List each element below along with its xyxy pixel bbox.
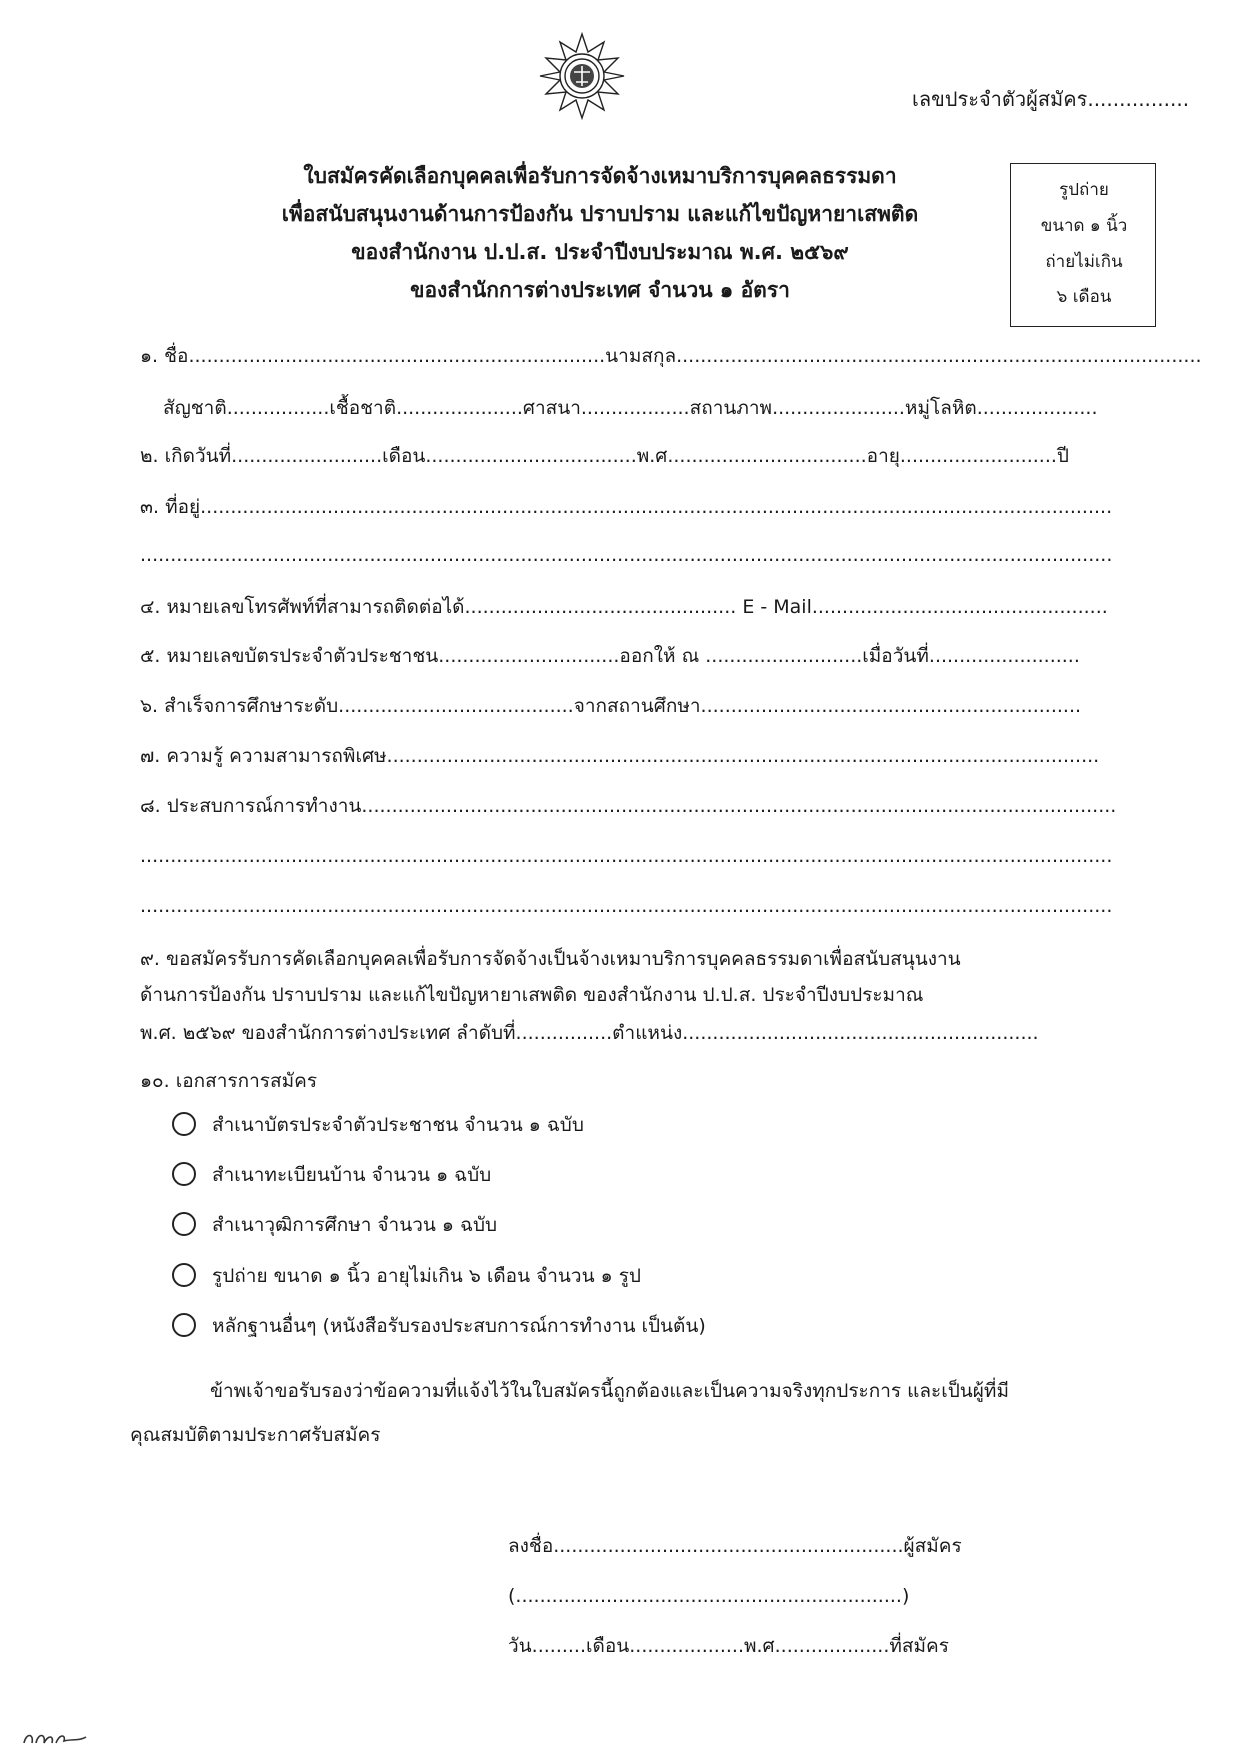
photo-box-line: รูปถ่าย xyxy=(1059,180,1109,200)
id-card-line[interactable]: ๕. หมายเลขบัตรประจำตัวประชาชน..............................ออกให้ ณ ..........................เมื่อวันที่......................... xyxy=(140,645,1080,667)
photo-box-line: ๖ เดือน xyxy=(1056,287,1112,307)
statement-line-2: ด้านการป้องกัน ปราบปราม และแก้ไขปัญหายาเสพติด ของสำนักงาน ป.ป.ส. ประจำปีงบประมาณ xyxy=(140,984,924,1006)
title-line-2: เพื่อสนับสนุนงานด้านการป้องกัน ปราบปราม และแก้ไขปัญหายาเสพติด xyxy=(281,202,919,226)
title-line-1: ใบสมัครคัดเลือกบุคคลเพื่อรับการจัดจ้างเหมาบริการบุคคลธรรมดา xyxy=(303,164,897,188)
work-experience-line[interactable]: ๘. ประสบการณ์การทำงาน............................................................................................................................. xyxy=(140,795,1117,817)
applicant-id: เลขประจำตัวผู้สมัคร................ xyxy=(912,87,1190,111)
document-item-4: รูปถ่าย ขนาด ๑ นิ้ว อายุไม่เกิน ๖ เดือน จำนวน ๑ รูป xyxy=(212,1265,641,1287)
document-checkbox-1[interactable] xyxy=(172,1112,196,1136)
certification-line-2: คุณสมบัติตามประกาศรับสมัคร xyxy=(130,1424,381,1446)
signature-line[interactable]: ลงชื่อ..........................................................ผู้สมัคร xyxy=(508,1535,962,1557)
document-item-2: สำเนาทะเบียนบ้าน จำนวน ๑ ฉบับ xyxy=(212,1164,492,1186)
birth-date-line[interactable]: ๒. เกิดวันที่.........................เดือน...................................พ.ศ.................................อายุ..........................ปี xyxy=(140,445,1069,467)
work-experience-line-2[interactable]: ................................................................................................................................................................. xyxy=(140,845,1113,867)
printed-name-line[interactable]: (................................................................) xyxy=(508,1585,910,1607)
document-item-3: สำเนาวุฒิการศึกษา จำนวน ๑ ฉบับ xyxy=(212,1214,498,1236)
handwritten-initials-icon xyxy=(20,1725,90,1751)
title-line-4: ของสำนักการต่างประเทศ จำนวน ๑ อัตรา xyxy=(410,278,790,302)
phone-email-line[interactable]: ๔. หมายเลขโทรศัพท์ที่สามารถติดต่อได้............................................. E - Mail................................................. xyxy=(140,596,1108,618)
document-checkbox-4[interactable] xyxy=(172,1263,196,1287)
certification-line-1: ข้าพเจ้าขอรับรองว่าข้อความที่แจ้งไว้ในใบสมัครนี้ถูกต้องและเป็นความจริงทุกประการ และเป็นผู้ที่มี xyxy=(210,1380,1009,1402)
statement-line-1: ๙. ขอสมัครรับการคัดเลือกบุคคลเพื่อรับการจัดจ้างเป็นจ้างเหมาบริการบุคคลธรรมดาเพื่อสนับสนุนงาน xyxy=(140,948,961,970)
work-experience-line-3[interactable]: ................................................................................................................................................................. xyxy=(140,895,1113,917)
application-date-line[interactable]: วัน.........เดือน...................พ.ศ...................ที่สมัคร xyxy=(508,1635,949,1657)
statement-line-3[interactable]: พ.ศ. ๒๕๖๙ ของสำนักการต่างประเทศ ลำดับที่................ตำแหน่ง........................................................... xyxy=(140,1022,1039,1044)
document-checkbox-2[interactable] xyxy=(172,1162,196,1186)
documents-heading: ๑๐. เอกสารการสมัคร xyxy=(140,1070,318,1092)
photo-box-line: ถ่ายไม่เกิน xyxy=(1045,252,1123,272)
nationality-line[interactable]: สัญชาติ.................เชื้อชาติ.....................ศาสนา..................สถานภาพ......................หมู่โลหิต.................... xyxy=(163,397,1098,419)
address-line[interactable]: ๓. ที่อยู่....................................................................................................................................................... xyxy=(140,496,1113,518)
title-line-3: ของสำนักงาน ป.ป.ส. ประจำปีงบประมาณ พ.ศ. ๒๕๖๙ xyxy=(351,240,849,264)
office-emblem-icon xyxy=(538,32,626,120)
photo-box xyxy=(1010,163,1156,327)
document-item-1: สำเนาบัตรประจำตัวประชาชน จำนวน ๑ ฉบับ xyxy=(212,1114,584,1136)
document-checkbox-3[interactable] xyxy=(172,1212,196,1236)
special-skills-line[interactable]: ๗. ความรู้ ความสามารถพิเศษ...................................................................................................................... xyxy=(140,745,1100,767)
address-line-2[interactable]: ................................................................................................................................................................. xyxy=(140,544,1113,566)
document-item-5: หลักฐานอื่นๆ (หนังสือรับรองประสบการณ์การทำงาน เป็นต้น) xyxy=(212,1315,706,1337)
photo-box-line: ขนาด ๑ นิ้ว xyxy=(1040,216,1128,236)
document-checkbox-5[interactable] xyxy=(172,1313,196,1337)
name-line[interactable]: ๑. ชื่อ.....................................................................นามสกุล....................................................................................... xyxy=(140,345,1202,367)
education-line[interactable]: ๖. สำเร็จการศึกษาระดับ.......................................จากสถานศึกษา............................................................... xyxy=(140,695,1082,717)
